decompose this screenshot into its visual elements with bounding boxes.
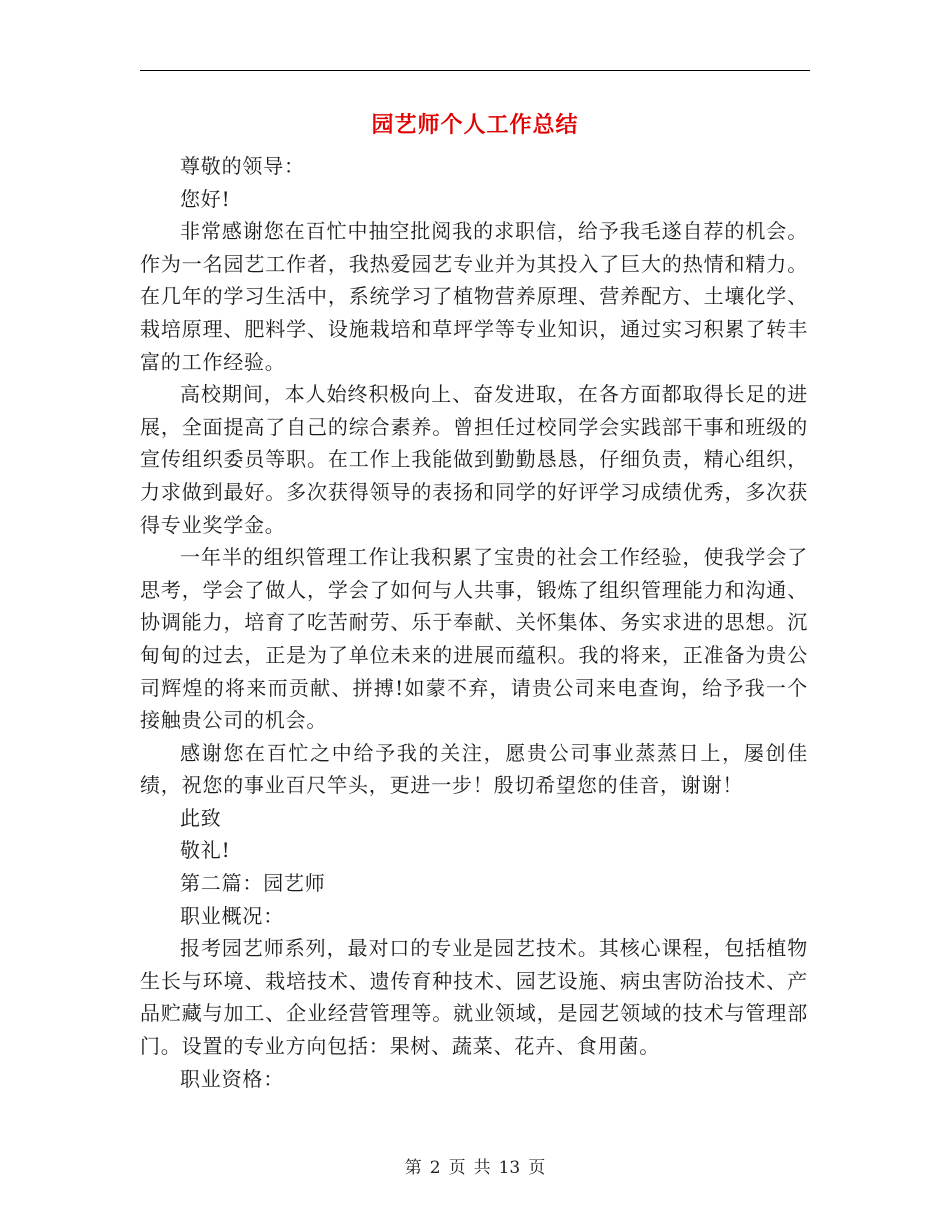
page-label-prefix: 第 (404, 1158, 422, 1178)
paragraph: 报考园艺师系列，最对口的专业是园艺技术。其核心课程，包括植物生长与环境、栽培技术、遗传育种技术、园艺设施、病虫害防治技术、产品贮藏与加工、企业经营管理等。就业领域，是园艺领域的技术与管理部门。设置的专业方向包括：果树、蔬菜、花卉、食用菌。 (140, 936, 808, 1059)
paragraph: 职业资格： (180, 1066, 284, 1091)
paragraph: 一年半的组织管理工作让我积累了宝贵的社会工作经验，使我学会了思考，学会了做人，学会了如何与人共事，锻炼了组织管理能力和沟通、协调能力，培育了吃苦耐劳、乐于奉献、关怀集体、务实求进的思想。沉甸甸的过去，正是为了单位未来的进展而蕴积。我的将来，正准备为贵公司辉煌的将来而贡献、拼搏!如蒙不弃，请贵公司来电查询，给予我一个接触贵公司的机会。 (140, 545, 808, 733)
document-body (140, 150, 808, 1095)
paragraph: 职业概况： (180, 903, 284, 928)
header-rule (140, 70, 810, 71)
paragraph: 此致 (180, 805, 222, 830)
paragraph: 感谢您在百忙之中给予我的关注，愿贵公司事业蒸蒸日上，屡创佳绩，祝您的事业百尺竿头，更进一步！殷切希望您的佳音，谢谢！ (140, 740, 808, 798)
document-title: 园艺师个人工作总结 (371, 112, 579, 138)
page-footer (0, 1153, 950, 1178)
current-page-number: 2 (429, 1158, 441, 1178)
paragraph: 您好! (180, 186, 231, 211)
page-label-mid1: 页 (448, 1158, 466, 1178)
page-label-suffix: 页 (528, 1158, 546, 1178)
paragraph: 尊敬的领导： (180, 154, 305, 178)
paragraph: 敬礼! (180, 838, 231, 863)
paragraph: 高校期间，本人始终积极向上、奋发进取，在各方面都取得长足的进展，全面提高了自己的综合素养。曾担任过校同学会实践部干事和班级的宣传组织委员等职。在工作上我能做到勤勤恳恳，仔细负责，精心组织，力求做到最好。多次获得领导的表扬和同学的好评学习成绩优秀，多次获得专业奖学金。 (140, 382, 808, 537)
section-heading: 第二篇：园艺师 (180, 871, 326, 896)
paragraph: 非常感谢您在百忙中抽空批阅我的求职信，给予我毛遂自荐的机会。作为一名园艺工作者，我热爱园艺专业并为其投入了巨大的热情和精力。在几年的学习生活中，系统学习了植物营养原理、营养配方、土壤化学、栽培原理、肥料学、设施栽培和草坪学等专业知识，通过实习积累了转丰富的工作经验。 (140, 219, 808, 374)
total-pages-number: 13 (498, 1158, 521, 1178)
page-label-mid2: 共 (473, 1158, 491, 1178)
